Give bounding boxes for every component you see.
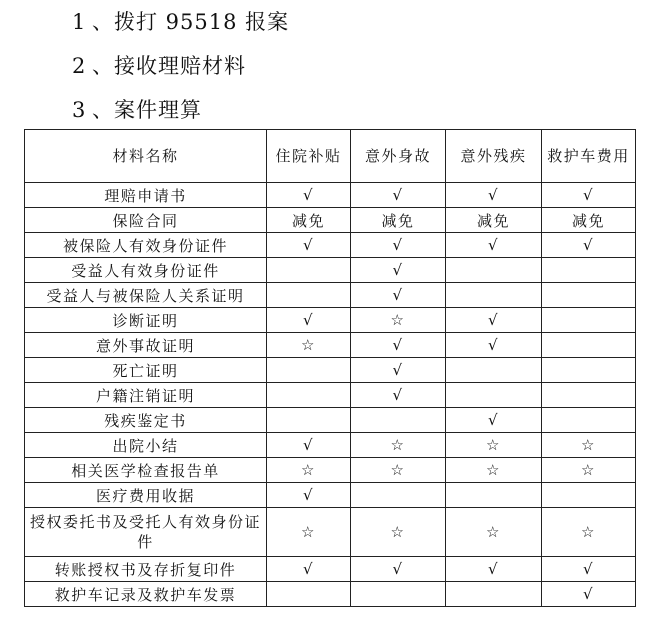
material-name-cell: 保险合同 (25, 208, 267, 233)
requirement-cell (542, 283, 636, 308)
material-name-cell: 户籍注销证明 (25, 383, 267, 408)
requirement-cell (351, 483, 446, 508)
requirement-cell: √ (351, 183, 446, 208)
step-3 (72, 88, 289, 132)
table-row (25, 333, 636, 358)
requirement-cell: ☆ (351, 508, 446, 557)
material-name-cell: 授权委托书及受托人有效身份证件 (25, 508, 267, 557)
requirement-cell: ☆ (351, 458, 446, 483)
step-2 (72, 44, 289, 88)
requirement-cell (267, 258, 351, 283)
material-name-cell: 意外事故证明 (25, 333, 267, 358)
header-ambulance-fee: 救护车费用 (542, 130, 636, 183)
table-row (25, 283, 636, 308)
requirement-cell (542, 308, 636, 333)
header-hospital-allowance: 住院补贴 (267, 130, 351, 183)
requirement-cell: √ (351, 333, 446, 358)
requirement-cell: √ (267, 433, 351, 458)
table-row (25, 458, 636, 483)
step-text: 、拨打 95518 报案 (92, 10, 290, 34)
material-name-cell: 理赔申请书 (25, 183, 267, 208)
table-row (25, 233, 636, 258)
requirement-cell: ☆ (267, 508, 351, 557)
requirement-cell (267, 383, 351, 408)
requirement-cell: √ (542, 557, 636, 582)
table-body (25, 183, 636, 607)
table-row (25, 557, 636, 582)
requirement-cell: √ (542, 183, 636, 208)
requirement-cell: √ (351, 258, 446, 283)
header-accidental-disability: 意外残疾 (446, 130, 542, 183)
requirement-cell: ☆ (351, 433, 446, 458)
table-row (25, 433, 636, 458)
table-row (25, 183, 636, 208)
requirement-cell: ☆ (446, 458, 542, 483)
material-name-cell: 受益人有效身份证件 (25, 258, 267, 283)
requirement-cell: √ (351, 557, 446, 582)
requirement-cell (446, 383, 542, 408)
requirement-cell: √ (351, 233, 446, 258)
requirement-cell: √ (351, 283, 446, 308)
material-name-cell: 被保险人有效身份证件 (25, 233, 267, 258)
material-name-cell: 救护车记录及救护车发票 (25, 582, 267, 607)
table-header-row (25, 130, 636, 183)
material-name-cell: 相关医学检查报告单 (25, 458, 267, 483)
requirement-cell (267, 408, 351, 433)
requirement-cell: √ (267, 233, 351, 258)
table-row (25, 383, 636, 408)
requirement-cell: √ (351, 383, 446, 408)
step-text: 、接收理赔材料 (92, 54, 246, 78)
material-name-cell: 医疗费用收据 (25, 483, 267, 508)
requirement-cell: 减免 (267, 208, 351, 233)
requirement-cell (542, 333, 636, 358)
material-name-cell: 受益人与被保险人关系证明 (25, 283, 267, 308)
table-row (25, 308, 636, 333)
requirement-cell (351, 582, 446, 607)
requirement-cell (267, 582, 351, 607)
requirement-cell: √ (267, 308, 351, 333)
table-row (25, 258, 636, 283)
step-number: 1 (72, 10, 87, 34)
requirement-cell (267, 283, 351, 308)
requirement-cell: 减免 (446, 208, 542, 233)
step-number: 2 (72, 54, 87, 78)
requirement-cell: 减免 (542, 208, 636, 233)
steps-list (72, 0, 289, 132)
material-name-cell: 死亡证明 (25, 358, 267, 383)
material-name-cell: 出院小结 (25, 433, 267, 458)
requirement-cell (542, 258, 636, 283)
step-number: 3 (72, 98, 87, 122)
step-1 (72, 0, 289, 44)
requirement-cell: √ (267, 483, 351, 508)
requirement-cell: √ (542, 582, 636, 607)
header-accidental-death: 意外身故 (351, 130, 446, 183)
requirement-cell (446, 582, 542, 607)
requirement-cell: ☆ (267, 333, 351, 358)
requirement-cell: ☆ (446, 508, 542, 557)
requirement-cell: ☆ (542, 433, 636, 458)
requirement-cell: √ (446, 233, 542, 258)
requirement-cell: √ (267, 557, 351, 582)
requirement-cell: √ (446, 308, 542, 333)
requirement-cell (542, 483, 636, 508)
requirement-cell (446, 283, 542, 308)
requirement-cell (351, 408, 446, 433)
table-row (25, 508, 636, 557)
requirement-cell (446, 258, 542, 283)
table-row (25, 408, 636, 433)
step-text: 、案件理算 (92, 98, 202, 122)
table-row (25, 582, 636, 607)
requirement-cell: √ (267, 183, 351, 208)
requirement-cell: ☆ (542, 458, 636, 483)
requirement-cell: ☆ (446, 433, 542, 458)
requirement-cell: ☆ (351, 308, 446, 333)
requirement-cell (542, 358, 636, 383)
table-row (25, 483, 636, 508)
requirement-cell (446, 358, 542, 383)
requirement-cell: √ (446, 557, 542, 582)
material-name-cell: 诊断证明 (25, 308, 267, 333)
requirement-cell: ☆ (542, 508, 636, 557)
requirement-cell (446, 483, 542, 508)
header-material-name: 材料名称 (25, 130, 267, 183)
table-row (25, 358, 636, 383)
requirement-cell (542, 408, 636, 433)
requirement-cell: √ (446, 408, 542, 433)
requirement-cell: ☆ (267, 458, 351, 483)
requirement-cell (542, 383, 636, 408)
requirement-cell: 减免 (351, 208, 446, 233)
requirement-cell: √ (446, 333, 542, 358)
material-name-cell: 残疾鉴定书 (25, 408, 267, 433)
material-name-cell: 转账授权书及存折复印件 (25, 557, 267, 582)
requirement-cell: √ (351, 358, 446, 383)
requirement-cell (267, 358, 351, 383)
requirement-cell: √ (542, 233, 636, 258)
requirement-cell: √ (446, 183, 542, 208)
table-row (25, 208, 636, 233)
claim-materials-table (24, 129, 636, 607)
